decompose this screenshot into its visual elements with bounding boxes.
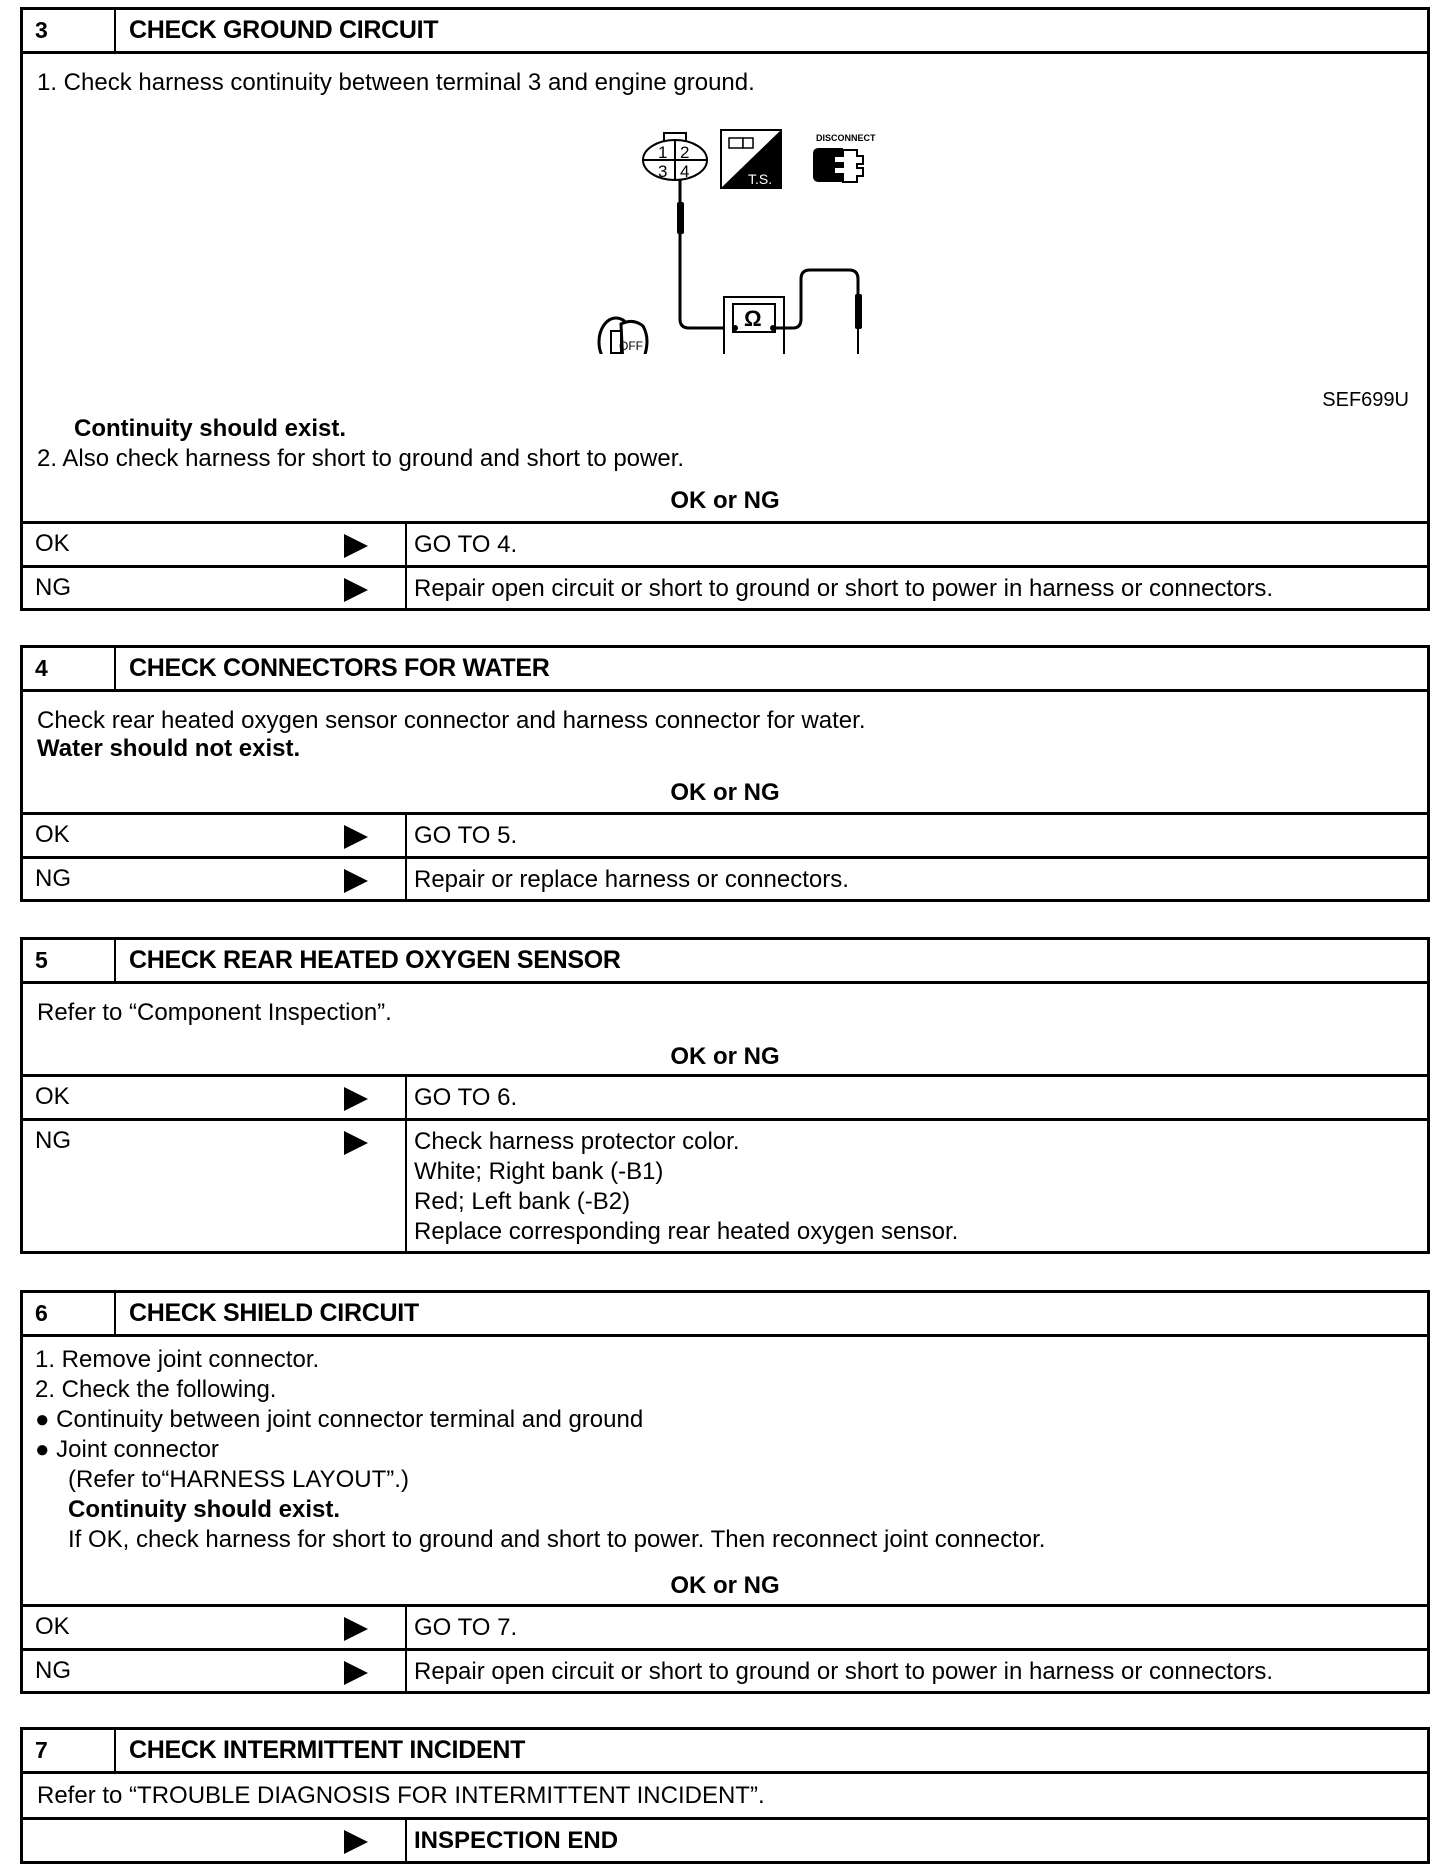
terminal-1: 1 (658, 143, 668, 162)
step-number: 6 (23, 1293, 116, 1334)
arrow-right-icon (344, 1617, 368, 1641)
step-3-box (20, 7, 1430, 611)
ohmmeter-icon (724, 297, 784, 354)
step-number: 7 (23, 1730, 116, 1771)
result-action-line: Check harness protector color. (414, 1128, 740, 1155)
arrow-right-icon (344, 534, 368, 558)
step-number: 5 (23, 940, 116, 981)
ok-or-ng-label: OK or NG (670, 779, 780, 806)
meter-symbol: Ω (744, 306, 762, 331)
step-title: CHECK INTERMITTENT INCIDENT (129, 1736, 526, 1764)
result-action: GO TO 4. (414, 531, 518, 558)
step-title: CHECK GROUND CIRCUIT (129, 16, 439, 44)
result-action: INSPECTION END (414, 1827, 619, 1854)
ok-or-ng-label: OK or NG (670, 1572, 780, 1599)
result-label: NG (35, 865, 71, 892)
instruction-line: 2. Check the following. (35, 1376, 277, 1403)
spec-note: Continuity should exist. (68, 1496, 341, 1523)
step-4-header (23, 648, 1427, 692)
result-label: NG (35, 1127, 71, 1154)
spec-note: Water should not exist. (37, 735, 301, 762)
terminal-4: 4 (680, 162, 690, 181)
step-7-box (20, 1727, 1430, 1864)
reference-note: (Refer to“HARNESS LAYOUT”.) (68, 1466, 409, 1493)
step-5-body (23, 984, 1427, 1074)
result-label: OK (35, 821, 70, 848)
ignition-label: OFF (619, 339, 643, 353)
instruction-line: 1. Check harness continuity between terminal 3 and engine ground. (37, 69, 755, 96)
result-label: OK (35, 1083, 70, 1110)
step-7-header (23, 1730, 1427, 1774)
step-6-box (20, 1290, 1430, 1694)
connector-icon (643, 133, 707, 181)
instruction-line: 2. Also check harness for short to ground and short to power. (37, 445, 685, 472)
arrow-right-icon (344, 1087, 368, 1111)
instruction-line: 1. Remove joint connector. (35, 1346, 320, 1373)
arrow-right-icon (344, 825, 368, 849)
result-row-end (23, 1817, 1427, 1861)
terminal-3: 3 (658, 162, 668, 181)
result-action-line: Replace corresponding rear heated oxygen sensor. (414, 1218, 959, 1245)
result-label: OK (35, 1613, 70, 1640)
result-action: GO TO 7. (414, 1614, 518, 1641)
step-5-box (20, 937, 1430, 1254)
result-action: Repair open circuit or short to ground or short to power in harness or connectors. (414, 575, 1274, 602)
result-row-ng (23, 1118, 1427, 1251)
bullet-item: ● Continuity between joint connector terminal and ground (35, 1406, 644, 1433)
ok-or-ng-label: OK or NG (670, 487, 780, 514)
result-row-ok (23, 812, 1427, 856)
arrow-right-icon (344, 1830, 368, 1854)
terminal-2: 2 (680, 143, 690, 162)
arrow-right-icon (344, 869, 368, 893)
instruction-line: Refer to “Component Inspection”. (37, 999, 392, 1026)
step-4-box (20, 645, 1430, 902)
step-6-header (23, 1293, 1427, 1337)
step-7-body (23, 1774, 1427, 1817)
result-row-ng (23, 1648, 1427, 1691)
result-action-line: White; Right bank (-B1) (414, 1158, 664, 1185)
result-label: NG (35, 574, 71, 601)
step-title: CHECK CONNECTORS FOR WATER (129, 654, 550, 682)
result-label: NG (35, 1657, 71, 1684)
step-3-body (23, 54, 1427, 524)
result-action: Repair open circuit or short to ground or short to power in harness or connectors. (414, 1658, 1274, 1685)
step-title: CHECK REAR HEATED OXYGEN SENSOR (129, 946, 621, 974)
result-action: GO TO 6. (414, 1084, 518, 1111)
arrow-right-icon (344, 1661, 368, 1685)
bullet-item: ● Joint connector (35, 1436, 219, 1463)
ts-label: T.S. (748, 171, 773, 187)
result-action-line: Red; Left bank (-B2) (414, 1188, 631, 1215)
disconnect-label: DISCONNECT (816, 133, 876, 143)
result-action: GO TO 5. (414, 822, 518, 849)
result-action (414, 1127, 958, 1247)
step-6-body (23, 1337, 1427, 1604)
step-5-header (23, 940, 1427, 984)
spec-note: Continuity should exist. (74, 415, 347, 442)
ok-or-ng-label: OK or NG (670, 1043, 780, 1070)
result-row-ng (23, 565, 1427, 608)
figure-code: SEF699U (1322, 389, 1409, 411)
result-action: Repair or replace harness or connectors. (414, 866, 849, 893)
step-3-header (23, 10, 1427, 54)
wiring-diagram (23, 54, 1427, 354)
harness-side-ts-icon (721, 130, 781, 188)
instruction-line: If OK, check harness for short to ground and short to power. Then reconnect joint connector. (68, 1526, 1046, 1553)
instruction-line: Refer to “TROUBLE DIAGNOSIS FOR INTERMITTENT INCIDENT”. (37, 1782, 765, 1809)
arrow-right-icon (344, 578, 368, 602)
step-4-body (23, 692, 1427, 812)
step-number: 4 (23, 648, 116, 689)
result-label: OK (35, 530, 70, 557)
result-row-ok (23, 1074, 1427, 1118)
disconnect-icon (813, 133, 876, 182)
result-row-ok (23, 1604, 1427, 1648)
result-row-ok (23, 521, 1427, 565)
step-number: 3 (23, 10, 116, 51)
arrow-right-icon (344, 1131, 368, 1155)
instruction-line: Check rear heated oxygen sensor connector and harness connector for water. (37, 707, 866, 734)
step-title: CHECK SHIELD CIRCUIT (129, 1299, 419, 1327)
ignition-key-off-icon (599, 318, 647, 354)
result-row-ng (23, 856, 1427, 899)
